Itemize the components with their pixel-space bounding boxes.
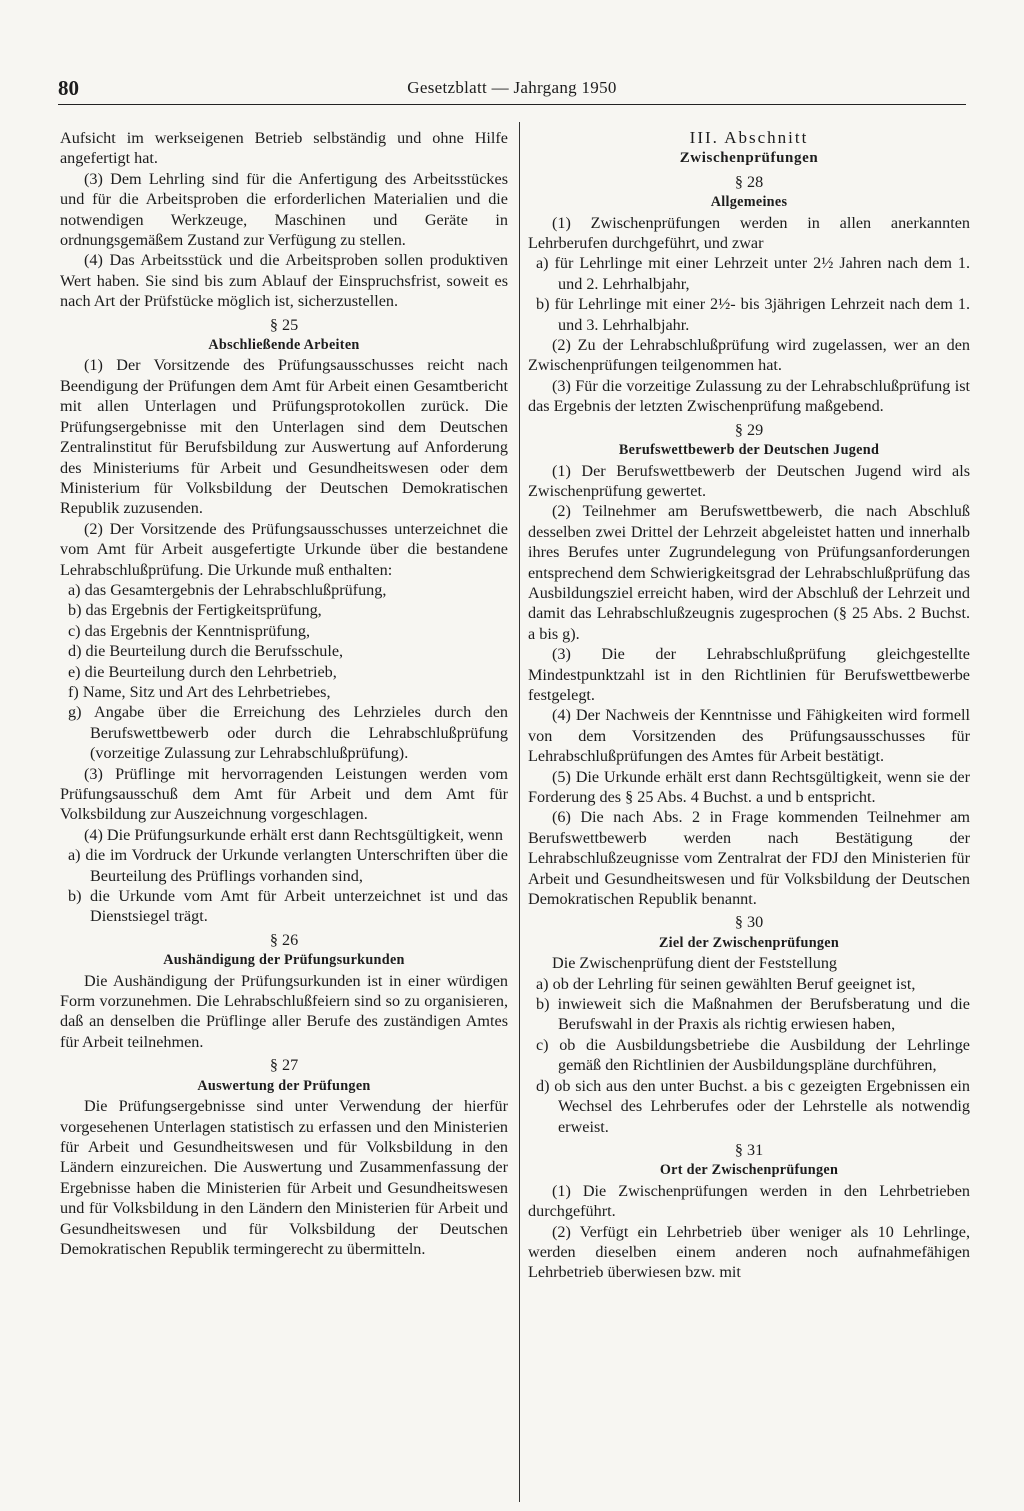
list-item: a) die im Vordruck der Urkunde verlangten Unterschriften über die Beurteilung des Prüflings vorhanden sind,	[68, 846, 508, 885]
section-number: § 28	[734, 172, 764, 191]
section-number: § 26	[269, 930, 299, 949]
page-number: 80	[58, 76, 79, 100]
list-item: e) die Beurteilung durch den Lehrbetrieb,	[68, 662, 337, 681]
paragraph: (1) Die Zwischenprüfungen werden in den Lehrbetrieben durchgeführt.	[528, 1181, 970, 1221]
list-item: a) das Gesamtergebnis der Lehrabschlußprüfung,	[68, 580, 387, 599]
section-title: Aushändigung der Prüfungsurkunden	[163, 952, 405, 969]
paragraph: (2) Verfügt ein Lehrbetrieb über weniger als 10 Lehrlinge, werden dieselben einem anderen noch aufnahmefähigen Lehrbetrieb überwiesen bzw. mit	[528, 1222, 970, 1282]
section-number: § 27	[269, 1056, 299, 1075]
section-number: § 30	[734, 913, 764, 932]
column-divider	[519, 122, 520, 1502]
list-item: g) Angabe über die Erreichung des Lehrzieles durch den Berufswettbewerb oder durch die Lehrabschlußprüfung (vorzeitige Zulassung zur Lehrabschlußprüfung).	[68, 703, 508, 763]
section-title: Ort der Zwischenprüfungen	[659, 1162, 839, 1179]
paragraph: (1) Der Vorsitzende des Prüfungsausschusses reicht nach Beendigung der Prüfungen dem Amt für Arbeit einen Gesamtbericht mit allen Unterlagen und Prüfungsprotokollen zurück. Die Prüfungsergebnisse mit den Unterlagen sind dem Deutschen Zentralinstitut für Berufsbildung zur Auswertung auf Anforderung des Ministeriums für Arbeit und Gesundheitswesen oder dem Ministerium für Volksbildung der Deutschen Demokratischen Republik zuzusenden.	[60, 356, 508, 518]
list-item: a) für Lehrlinge mit einer Lehrzeit unter 2½ Jahren nach dem 1. und 2. Lehrhalbjahr,	[536, 254, 970, 293]
paragraph: (2) Zu der Lehrabschlußprüfung wird zugelassen, wer an den Zwischenprüfungen teilgenommen hat.	[528, 336, 970, 375]
section-title: Auswertung der Prüfungen	[197, 1077, 371, 1094]
section-title: Allgemeines	[710, 194, 788, 211]
right-column	[528, 128, 970, 1283]
chapter-title: Zwischenprüfungen	[679, 150, 819, 167]
paragraph: (3) Dem Lehrling sind für die Anfertigung des Arbeitsstückes und für die Arbeitsproben die erforderlichen Materialien und die notwendigen Werkzeuge, Maschinen und Geräte in ordnungsgemäßem Zustand zur Verfügung zu stellen.	[60, 169, 508, 250]
paragraph: Die Aushändigung der Prüfungsurkunden ist in einer würdigen Form vorzunehmen. Die Lehrabschlußfeiern sind so zu organisieren, daß an denselben die Prüflinge aller Berufe des zuständigen Amtes für Arbeit teilnehmen.	[60, 971, 508, 1051]
left-column	[60, 128, 508, 1259]
list-item: b) inwieweit sich die Maßnahmen der Berufsberatung und die Berufswahl in der Praxis als richtig erwiesen haben,	[536, 995, 970, 1034]
list-item: b) für Lehrlinge mit einer 2½- bis 3jährigen Lehrzeit nach dem 1. und 3. Lehrhalbjahr.	[536, 295, 970, 334]
section-title: Berufswettbewerb der Deutschen Jugend	[618, 442, 880, 459]
section-number: § 29	[734, 420, 764, 439]
paragraph: (3) Für die vorzeitige Zulassung zu der Lehrabschlußprüfung ist das Ergebnis der letzten Zwischenprüfung maßgebend.	[528, 376, 970, 416]
list	[60, 580, 508, 764]
section-number: § 31	[734, 1140, 764, 1159]
list	[60, 845, 508, 927]
paragraph: (1) Der Berufswettbewerb der Deutschen Jugend wird als Zwischenprüfung gewertet.	[528, 461, 970, 500]
list-item: c) ob die Ausbildungsbetriebe die Ausbildung der Lehrlinge gemäß den Richtlinien der Ausbildungspläne durchführen,	[536, 1035, 970, 1075]
chapter-heading: III. Abschnitt	[689, 128, 809, 147]
list	[528, 974, 970, 1137]
list-item: d) ob sich aus den unter Buchst. a bis c gezeigten Ergebnissen ein Wechsel des Lehrberufes oder der Lehrstelle als notwendig erweist.	[536, 1076, 970, 1136]
list-item: c) das Ergebnis der Kenntnisprüfung,	[68, 621, 311, 640]
running-title: Gesetzblatt — Jahrgang 1950	[407, 78, 617, 97]
paragraph: Aufsicht im werkseigenen Betrieb selbständig und ohne Hilfe angefertigt hat.	[60, 129, 508, 168]
paragraph: Die Prüfungsergebnisse sind unter Verwendung der hierfür vorgesehenen Unterlagen statistisch zu erfassen und den Ministerien für Arbeit und Gesundheitswesen und für Volksbildung in den Ländern einzureichen. Die Auswertung und Zusammenfassung der Ergebnisse haben die Ministerien für Arbeit und Gesundheitswesen und für Volksbildung in den Ländern den Ministerien für Arbeit und Gesundheitswesen und für Volksbildung der Deutschen Demokratischen Republik termingerecht zu übermitteln.	[60, 1097, 508, 1258]
paragraph: (4) Der Nachweis der Kenntnisse und Fähigkeiten wird formell von dem Vorsitzenden des Prüfungsausschusses für Lehrabschlußprüfungen des Amtes für Arbeit bestätigt.	[528, 706, 970, 766]
header-rule	[58, 104, 966, 105]
paragraph: (6) Die nach Abs. 2 in Frage kommenden Teilnehmer am Berufswettbewerb werden nach Bestätigung der Lehrabschlußzeugnisse vom Zentralrat der FDJ den Ministerien für Arbeit und Gesundheitswesen und für Volksbildung der Deutschen Demokratischen Republik benannt.	[528, 808, 970, 909]
paragraph: Die Zwischenprüfung dient der Feststellung	[552, 954, 838, 973]
paragraph: (4) Das Arbeitsstück und die Arbeitsproben sollen produktiven Wert haben. Sie sind bis zum Ablauf der Einspruchsfrist, soweit es nach Art der Prüfstücke möglich ist, sicherzustellen.	[60, 251, 508, 311]
paragraph: (3) Die der Lehrabschlußprüfung gleichgestellte Mindestpunktzahl ist in den Richtlinien für Berufswettbewerbe festgelegt.	[528, 645, 970, 704]
list-item: f) Name, Sitz und Art des Lehrbetriebes,	[68, 682, 331, 701]
paragraph: (5) Die Urkunde erhält erst dann Rechtsgültigkeit, wenn sie der Forderung des § 25 Abs. 4 Buchst. a und b entspricht.	[528, 767, 970, 806]
section-number: § 25	[269, 315, 299, 334]
list-item: b) die Urkunde vom Amt für Arbeit unterzeichnet ist und das Dienstsiegel trägt.	[68, 887, 508, 926]
section-title: Abschließende Arbeiten	[208, 337, 360, 354]
section-title: Ziel der Zwischenprüfungen	[658, 934, 840, 951]
paragraph: (1) Zwischenprüfungen werden in allen anerkannten Lehrberufen durchgeführt, und zwar	[528, 213, 970, 253]
list-item: d) die Beurteilung durch die Berufsschule,	[68, 642, 344, 661]
paragraph: (2) Teilnehmer am Berufswettbewerb, die nach Abschluß desselben zwei Drittel der Lehrzeit abgeleistet hatten und innerhalb ihres Berufes unter Zugrundelegung von Prüfungsanforderungen entsprechend dem Schwierigkeitsgrad der Lehrabschlußprüfung das Ausbildungsziel erreicht haben, wird der Abschluß der Lehrzeit und damit das Lehrabschlußzeugnis zugesprochen (§ 25 Abs. 2 Buchst. a bis g).	[528, 502, 970, 643]
list-item: b) das Ergebnis der Fertigkeitsprüfung,	[68, 601, 322, 620]
page-header	[58, 76, 966, 106]
paragraph: (4) Die Prüfungsurkunde erhält erst dann Rechtsgültigkeit, wenn	[84, 825, 503, 844]
list	[528, 253, 970, 335]
paragraph: (2) Der Vorsitzende des Prüfungsausschusses unterzeichnet die vom Amt für Arbeit ausgefertigte Urkunde über die bestandene Lehrabschlußprüfung. Die Urkunde muß enthalten:	[60, 519, 508, 579]
list-item: a) ob der Lehrling für seinen gewählten Beruf geeignet ist,	[536, 974, 916, 993]
paragraph: (3) Prüflinge mit hervorragenden Leistungen werden vom Prüfungsausschuß dem Amt für Arbeit und dem Amt für Volksbildung zur Auszeichnung vorgeschlagen.	[60, 764, 508, 824]
